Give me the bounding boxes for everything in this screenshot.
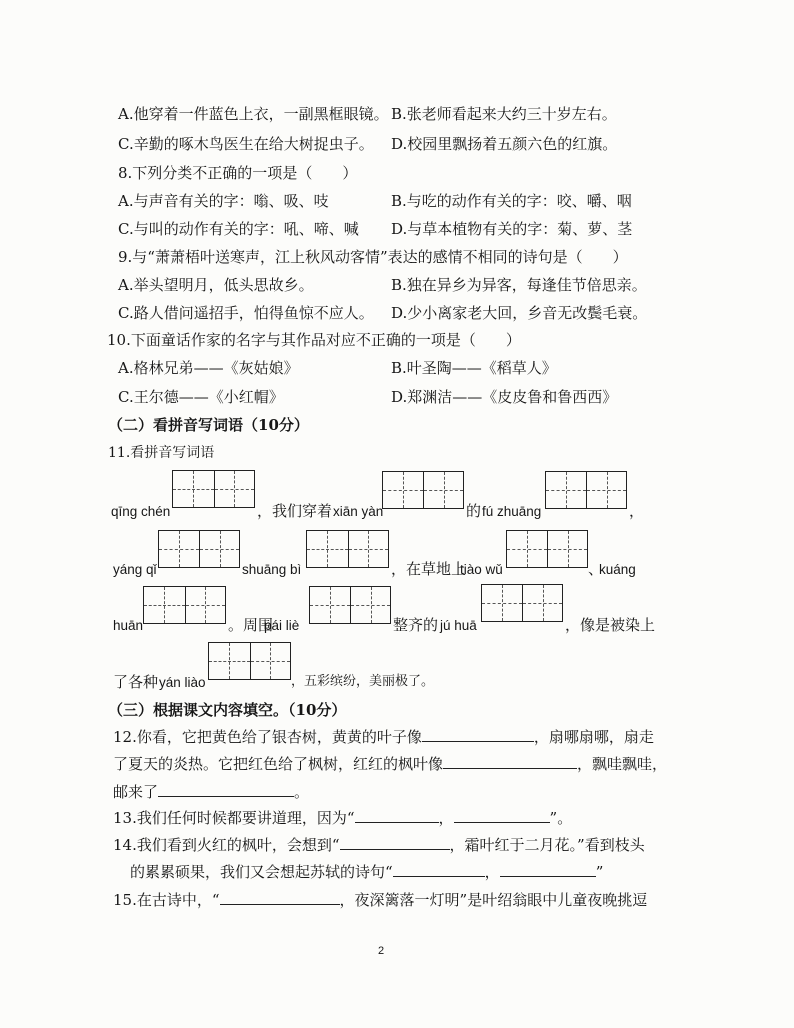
q7-option-a: A.他穿着一件蓝色上衣，一副黑框眼镜。 bbox=[118, 105, 389, 123]
q14-part-5: ” bbox=[595, 863, 604, 881]
pinyin-shuang-bi: shuāng bì bbox=[242, 562, 302, 577]
answer-box-pai-lie[interactable] bbox=[309, 586, 391, 624]
answer-box-kuang-huan[interactable] bbox=[143, 586, 226, 624]
q12-line-3 bbox=[113, 782, 309, 802]
q15-part-2: ，夜深篱落一灯明”是叶绍翁眼中儿童夜晚挑逗 bbox=[339, 891, 648, 909]
q14-blank-3[interactable] bbox=[500, 862, 596, 877]
q12-blank-3[interactable] bbox=[158, 782, 294, 797]
q11-stem: 11.看拼音写词语 bbox=[108, 445, 215, 461]
section2-heading: （二）看拼音写词语（10分） bbox=[108, 416, 309, 434]
q14-part-3: 的累累硕果，我们又会想起苏轼的诗句“ bbox=[130, 863, 393, 881]
q7-option-b: B.张老师看起来大约三十岁左右。 bbox=[391, 105, 617, 123]
q12-line-2 bbox=[113, 754, 667, 774]
q8-option-c: C.与叫的动作有关的字：吼、啼、喊 bbox=[118, 220, 359, 238]
pinyin-yan-liao: yán liào bbox=[159, 675, 206, 690]
q12-blank-1[interactable] bbox=[422, 727, 534, 742]
q12-part-6: 。 bbox=[294, 783, 310, 801]
q14-part-1: 14.我们看到火红的枫叶，会想到“ bbox=[113, 836, 340, 854]
pinyin-qing-chen: qīng chén bbox=[111, 504, 171, 519]
q12-part-5: 邮来了 bbox=[113, 783, 159, 801]
q13-part-1: 13.我们任何时候都要讲道理，因为“ bbox=[113, 809, 355, 827]
answer-box-ju-hua[interactable] bbox=[481, 584, 563, 622]
q9-option-a: A.举头望明月，低头思故乡。 bbox=[118, 276, 314, 294]
q10-option-d: D.郑渊洁——《皮皮鲁和鲁西西》 bbox=[391, 388, 618, 406]
q12-part-3: 了夏天的炎热。它把红色给了枫树，红红的枫叶像 bbox=[113, 755, 444, 773]
q8-option-b: B.与吃的动作有关的字：咬、嚼、咽 bbox=[391, 192, 632, 210]
answer-box-shuang-bi[interactable] bbox=[306, 530, 389, 568]
q12-line-1 bbox=[113, 727, 654, 747]
answer-box-xian-yan[interactable] bbox=[382, 471, 464, 509]
page-number: 2 bbox=[378, 945, 385, 957]
q12-part-2: ，扇哪扇哪，扇走 bbox=[533, 728, 654, 746]
q13-blank-1[interactable] bbox=[355, 808, 439, 823]
q15-blank-1[interactable] bbox=[220, 890, 340, 905]
section3-heading: （三）根据课文内容填空。（10分） bbox=[108, 701, 347, 719]
q14-part-4: ， bbox=[484, 863, 500, 881]
q9-option-c: C.路人借问遥招手，怕得鱼惊不应人。 bbox=[118, 304, 374, 322]
line2-text-1: ，在草地上 bbox=[391, 560, 467, 578]
q14-blank-2[interactable] bbox=[393, 862, 485, 877]
answer-box-tiao-wu[interactable] bbox=[506, 530, 588, 568]
q9-option-d: D.少小离家老大回，乡音无改鬓毛衰。 bbox=[391, 304, 648, 322]
pinyin-huan: huān bbox=[113, 618, 144, 633]
q12-part-4: ，飘哇飘哇， bbox=[577, 755, 668, 773]
line3-text-2: 整齐的 bbox=[393, 616, 439, 634]
q13-part-2: ， bbox=[438, 809, 454, 827]
pinyin-yang-qi: yáng qǐ bbox=[113, 562, 157, 577]
q13-line bbox=[113, 808, 572, 828]
line1-text-3: ， bbox=[629, 502, 645, 520]
line4-text-2: ，五彩缤纷，美丽极了。 bbox=[291, 674, 435, 689]
answer-box-qing-chen[interactable] bbox=[172, 470, 255, 508]
q14-line-2 bbox=[130, 862, 603, 882]
q9-stem: 9.与“萧萧梧叶送寒声，江上秋风动客情”表达的感情不相同的诗句是（ ） bbox=[118, 248, 628, 266]
q15-part-1: 15.在古诗中，“ bbox=[113, 891, 220, 909]
q8-stem: 8.下列分类不正确的一项是（ ） bbox=[118, 164, 358, 182]
q14-line-1 bbox=[113, 835, 645, 855]
pinyin-pai-lie: pái liè bbox=[264, 618, 300, 633]
pinyin-ju-hua: jú huā bbox=[440, 618, 477, 633]
pinyin-kuang: kuáng bbox=[599, 562, 636, 577]
q15-line bbox=[113, 890, 647, 910]
q10-option-c: C.王尔德——《小红帽》 bbox=[118, 388, 284, 406]
pinyin-fu-zhuang: fú zhuāng bbox=[482, 504, 542, 519]
q9-option-b: B.独在异乡为异客，每逢佳节倍思亲。 bbox=[391, 276, 647, 294]
line3-text-3: ，像是被染上 bbox=[565, 616, 656, 634]
answer-box-yan-liao[interactable] bbox=[208, 642, 291, 680]
q8-option-a: A.与声音有关的字：嗡、吸、吱 bbox=[118, 192, 329, 210]
q13-blank-2[interactable] bbox=[454, 808, 550, 823]
q7-option-c: C.辛勤的啄木鸟医生在给大树捉虫子。 bbox=[118, 135, 374, 153]
q10-option-a: A.格林兄弟——《灰姑娘》 bbox=[118, 359, 299, 377]
q13-part-3: ”。 bbox=[549, 809, 573, 827]
line4-text-1: 了各种 bbox=[113, 673, 159, 691]
q10-stem: 10.下面童话作家的名字与其作品对应不正确的一项是（ ） bbox=[107, 331, 521, 349]
q7-option-d: D.校园里飘扬着五颜六色的红旗。 bbox=[391, 135, 618, 153]
answer-box-fu-zhuang[interactable] bbox=[545, 471, 627, 509]
pinyin-xian-yan: xiān yàn bbox=[333, 504, 384, 519]
line2-text-2: 、 bbox=[588, 560, 604, 578]
q10-option-b: B.叶圣陶——《稻草人》 bbox=[391, 359, 557, 377]
pinyin-tiao-wu: tiào wǔ bbox=[460, 562, 503, 577]
q8-option-d: D.与草本植物有关的字：菊、萝、茎 bbox=[391, 220, 633, 238]
q12-blank-2[interactable] bbox=[443, 754, 577, 769]
line1-text-2: 的 bbox=[466, 502, 482, 520]
line1-text-1: ，我们穿着 bbox=[257, 502, 333, 520]
q14-blank-1[interactable] bbox=[340, 835, 450, 850]
answer-box-yang-qi[interactable] bbox=[158, 530, 240, 568]
line3-text-1: 。周围 bbox=[228, 616, 274, 634]
q12-part-1: 12.你看，它把黄色给了银杏树，黄黄的叶子像 bbox=[113, 728, 422, 746]
q14-part-2: ，霜叶红于二月花。”看到枝头 bbox=[449, 836, 645, 854]
